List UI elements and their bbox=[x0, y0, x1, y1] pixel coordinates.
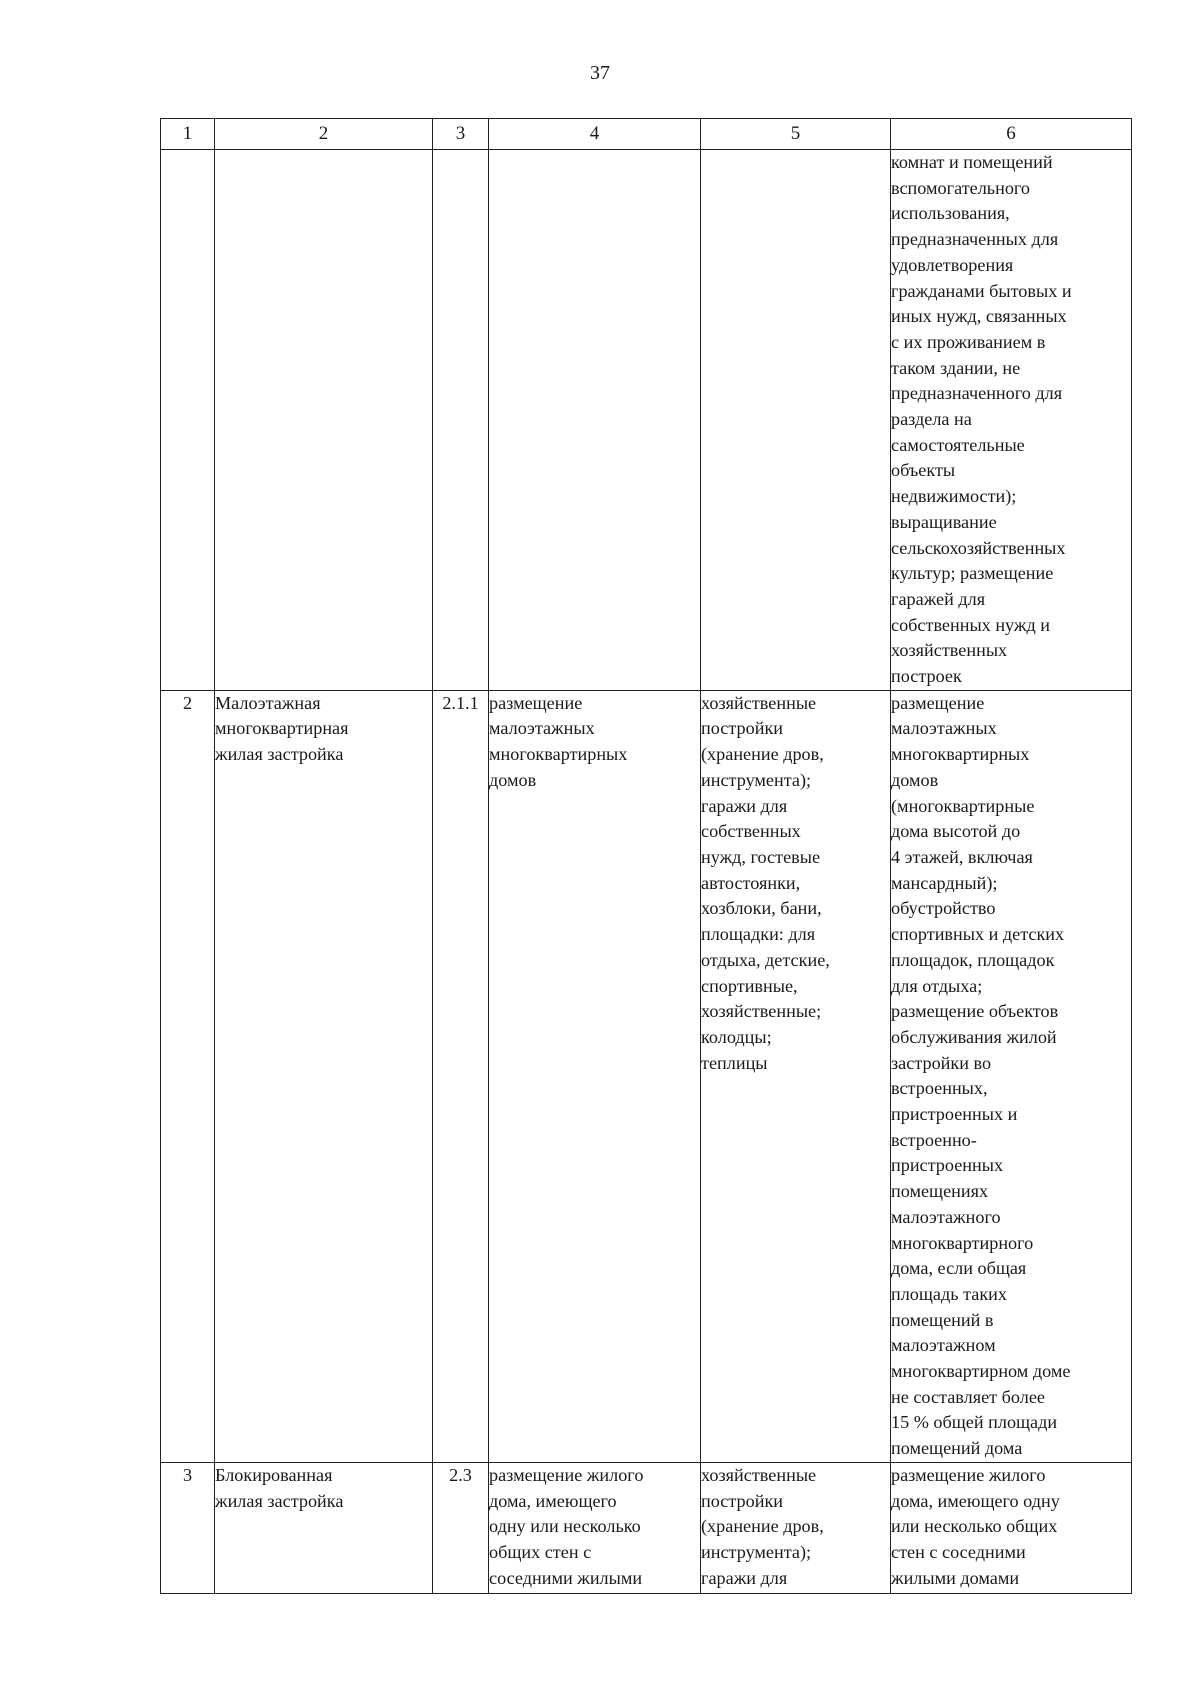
description: размещение малоэтажных многоквартирных домов (многоквартирные дома высотой до 4 этажей, включая мансардный); обустройство спортивных и детских площадок, площадок для отдыха; размещение объектов обслуживания жилой застройки во встроенных, пристроенных и встроенно- пристроенных помещениях малоэтажного многоквартирного дома, если общая площадь таких помещений в малоэтажном многоквартирном доме не составляет более 15 % общей площади помещений дома bbox=[891, 692, 1071, 1459]
aux-use: хозяйственные постройки (хранение дров, инструмента); гаражи для собственных нужд, гостевые автостоянки, хозблоки, бани, площадки: для отдыха, детские, спортивные, хозяйственные; колодцы; теплицы bbox=[701, 692, 830, 1073]
table-row bbox=[161, 1462, 1132, 1593]
description: комнат и помещений вспомогательного использования, предназначенных для удовлетворения гражданами бытовых и иных нужд, связанных с их проживанием в таком здании, не предназначенного для раздела на самостоятельные объекты недвижимости); выращивание сельскохозяйственных культур; размещение гаражей для собственных нужд и хозяйственных построек bbox=[891, 152, 1072, 687]
header-cell-4: 4 bbox=[489, 119, 701, 150]
description: размещение жилого дома, имеющего одну или несколько общих стен с соседними жилыми домами bbox=[891, 1464, 1060, 1588]
main-use-cell bbox=[489, 150, 701, 691]
row-number-cell bbox=[161, 150, 215, 691]
main-use-cell bbox=[489, 690, 701, 1462]
aux-use-cell bbox=[701, 1462, 891, 1593]
main-use-cell bbox=[489, 1462, 701, 1593]
use-name-cell bbox=[215, 690, 433, 1462]
header-cell-5: 5 bbox=[701, 119, 891, 150]
row-number-cell bbox=[161, 690, 215, 1462]
use-name-cell bbox=[215, 1462, 433, 1593]
page-number: 37 bbox=[590, 62, 610, 84]
use-code-cell bbox=[433, 150, 489, 691]
row-number: 2 bbox=[182, 692, 193, 713]
use-name: Блокированная жилая застройка bbox=[215, 1464, 344, 1511]
table-row bbox=[161, 690, 1132, 1462]
aux-use: хозяйственные постройки (хранение дров, инструмента); гаражи для bbox=[701, 1464, 824, 1588]
aux-use-cell bbox=[701, 690, 891, 1462]
table-header-row bbox=[161, 119, 1132, 150]
main-use: размещение малоэтажных многоквартирных домов bbox=[489, 692, 628, 790]
header-cell-2: 2 bbox=[215, 119, 433, 150]
table-row bbox=[161, 150, 1132, 691]
use-code-cell bbox=[433, 1462, 489, 1593]
use-name: Малоэтажная многоквартирная жилая застройка bbox=[215, 692, 349, 765]
land-use-table bbox=[160, 118, 1132, 1594]
use-code-cell bbox=[433, 690, 489, 1462]
description-cell bbox=[891, 150, 1132, 691]
row-number-cell bbox=[161, 1462, 215, 1593]
header-cell-6: 6 bbox=[891, 119, 1132, 150]
aux-use-cell bbox=[701, 150, 891, 691]
main-use: размещение жилого дома, имеющего одну или несколько общих стен с соседними жилыми bbox=[489, 1464, 644, 1588]
use-name-cell bbox=[215, 150, 433, 691]
use-code: 2.1.1 bbox=[442, 692, 479, 713]
row-number: 3 bbox=[182, 1464, 193, 1485]
header-cell-1: 1 bbox=[161, 119, 215, 150]
use-code: 2.3 bbox=[449, 1464, 472, 1485]
description-cell bbox=[891, 690, 1132, 1462]
header-cell-3: 3 bbox=[433, 119, 489, 150]
description-cell bbox=[891, 1462, 1132, 1593]
